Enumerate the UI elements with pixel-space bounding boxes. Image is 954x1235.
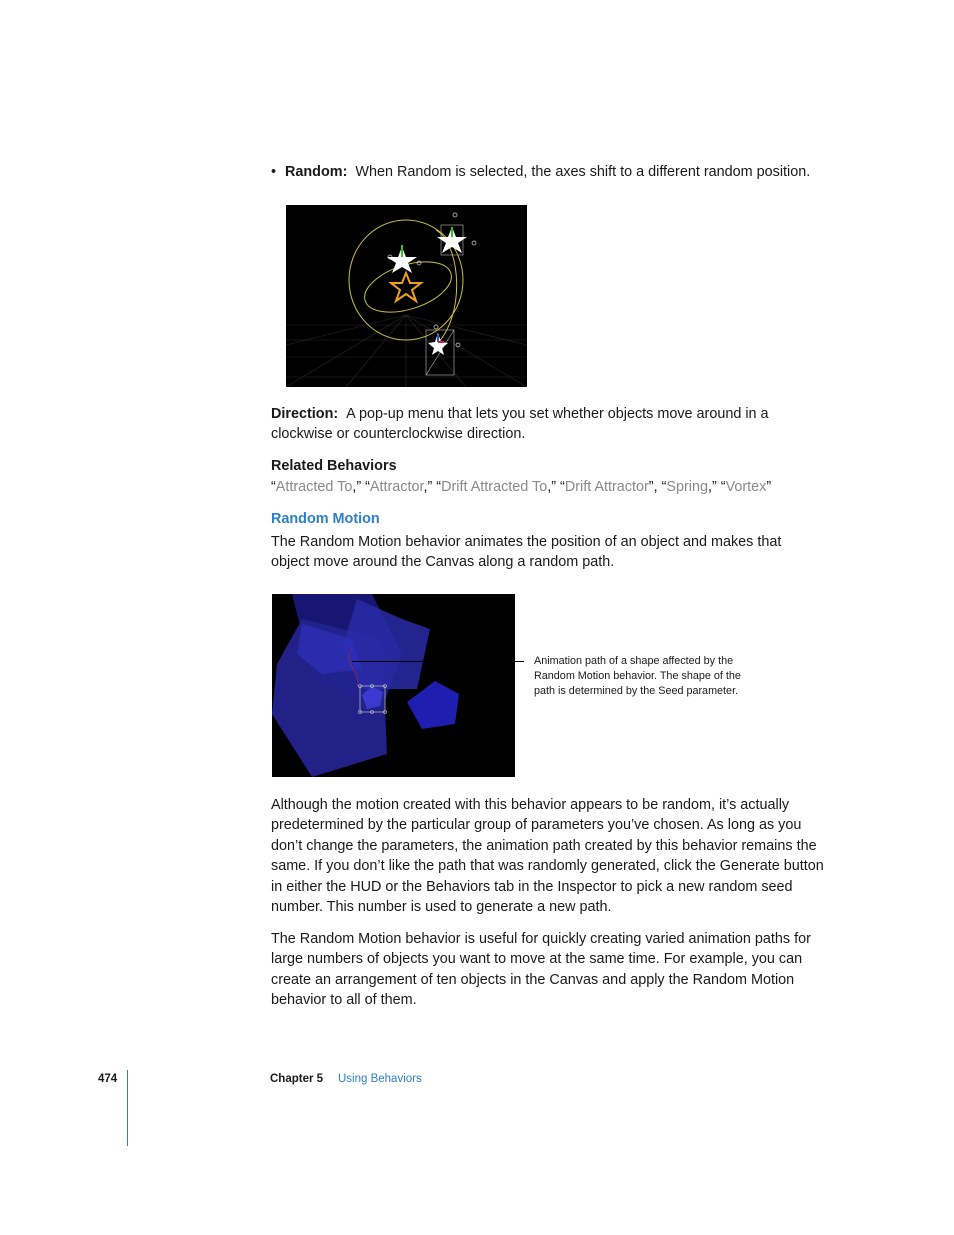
related-behaviors-links — [271, 479, 771, 495]
quote: “ — [271, 479, 276, 495]
separator: ,” “ — [547, 479, 565, 495]
separator: ,” “ — [707, 479, 726, 495]
link-attractor[interactable]: Attractor — [369, 479, 424, 495]
section-intro: The Random Motion behavior animates the position of an object and makes that object move around the Canvas along a random path. — [271, 534, 782, 571]
link-vortex[interactable]: Vortex — [725, 479, 767, 495]
paragraph-2: The Random Motion behavior is useful for quickly creating varied animation paths for large numbers of objects you want to move at the same time. For example, you can create an arrangement of ten objects in the Canvas and apply the Random Motion behavior to all of them. — [271, 931, 811, 1009]
link-attracted-to[interactable]: Attracted To — [275, 479, 353, 495]
figure-random-motion-screenshot — [272, 594, 515, 777]
direction-description — [271, 404, 811, 445]
bullet-term: Random: — [285, 164, 348, 180]
star-outline-orange — [391, 273, 421, 301]
chapter-title-link[interactable]: Using Behaviors — [338, 1073, 422, 1085]
related-behaviors-heading: Related Behaviors — [271, 458, 397, 474]
footer-rule — [127, 1070, 128, 1146]
separator: ”, “ — [648, 479, 667, 495]
bullet-text: When Random is selected, the axes shift to a different random position. — [355, 164, 811, 180]
pentagons-illustration — [272, 594, 515, 777]
paragraph-1: Although the motion created with this behavior appears to be random, it’s actually predetermined by the particular group of parameters you’ve chosen. As long as you don’t change the parameters, the animation path created by this behavior remains the same. If you don’t like the path that was randomly generated, click the Generate button in either the HUD or the Behaviors tab in the Inspector to pick a new random seed number. This number is used to generate a new path. — [271, 797, 824, 916]
callout-leader-line — [352, 661, 524, 662]
link-drift-attracted-to[interactable]: Drift Attracted To — [441, 479, 548, 495]
bullet-marker: • — [271, 164, 277, 180]
separator: ,” “ — [423, 479, 442, 495]
page-number: 474 — [98, 1073, 118, 1085]
quote: ” — [766, 479, 772, 495]
orbit-illustration — [286, 205, 527, 387]
link-drift-attractor[interactable]: Drift Attractor — [564, 479, 649, 495]
perspective-grid — [286, 315, 527, 387]
figure-orbit-screenshot — [286, 205, 527, 387]
chapter-label: Chapter 5 — [270, 1073, 324, 1085]
direction-text: A pop-up menu that lets you set whether objects move around in a clockwise or counterclockwise direction. — [271, 406, 769, 443]
direction-term: Direction: — [271, 406, 339, 422]
link-spring[interactable]: Spring — [666, 479, 708, 495]
section-heading-random-motion: Random Motion — [271, 511, 380, 527]
bullet-random — [271, 162, 831, 182]
separator: ,” “ — [352, 479, 370, 495]
figure-callout: Animation path of a shape affected by the Random Motion behavior. The shape of the path is determined by the Seed parameter. — [534, 655, 741, 697]
